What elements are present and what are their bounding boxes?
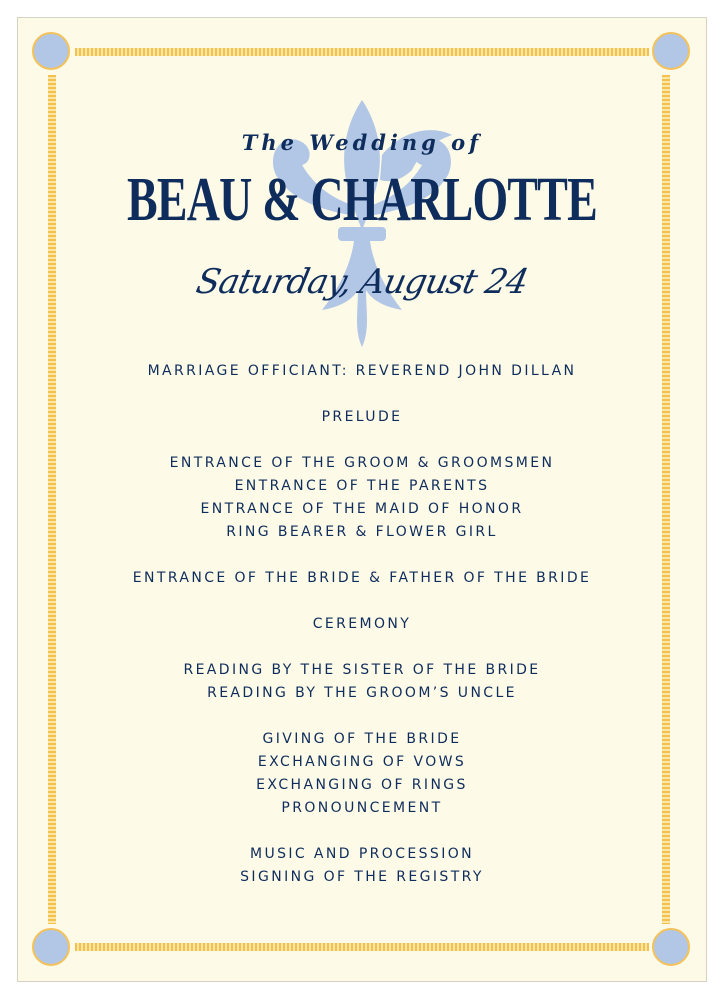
program-item: READING BY THE SISTER OF THE BRIDE (183, 662, 541, 678)
program-item: MUSIC AND PROCESSION (249, 846, 475, 862)
program-item: RING BEARER & FLOWER GIRL (226, 524, 498, 540)
program-item: READING BY THE GROOM’S UNCLE (207, 685, 517, 701)
program-item: PRONOUNCEMENT (281, 800, 443, 816)
program-item: EXCHANGING OF VOWS (257, 754, 467, 770)
program-item: ENTRANCE OF THE PARENTS (234, 478, 490, 494)
program-item: SIGNING OF THE REGISTRY (240, 869, 484, 885)
program-item: CEREMONY (312, 616, 412, 632)
bottom-border (75, 943, 649, 951)
wedding-pretitle: The Wedding of (241, 130, 483, 155)
program-item: ENTRANCE OF THE GROOM & GROOMSMEN (169, 455, 555, 471)
program-item: ENTRANCE OF THE MAID OF HONOR (200, 501, 524, 517)
program-item: EXCHANGING OF RINGS (256, 777, 468, 793)
corner-circle-icon (32, 32, 70, 70)
corner-circle-icon (32, 928, 70, 966)
wedding-date: Saturday, August 24 (192, 262, 532, 302)
program-item: GIVING OF THE BRIDE (262, 731, 462, 747)
program-item: ENTRANCE OF THE BRIDE & FATHER OF THE BRIDE (132, 570, 592, 586)
couple-names: BEAU & CHARLOTTE (127, 166, 597, 234)
program-item: MARRIAGE OFFICIANT: REVEREND JOHN DILLAN (147, 363, 577, 379)
ceremony-program (0, 360, 724, 889)
corner-circle-icon (652, 32, 690, 70)
corner-circle-icon (652, 928, 690, 966)
top-border (75, 48, 649, 56)
program-item: PRELUDE (321, 409, 403, 425)
